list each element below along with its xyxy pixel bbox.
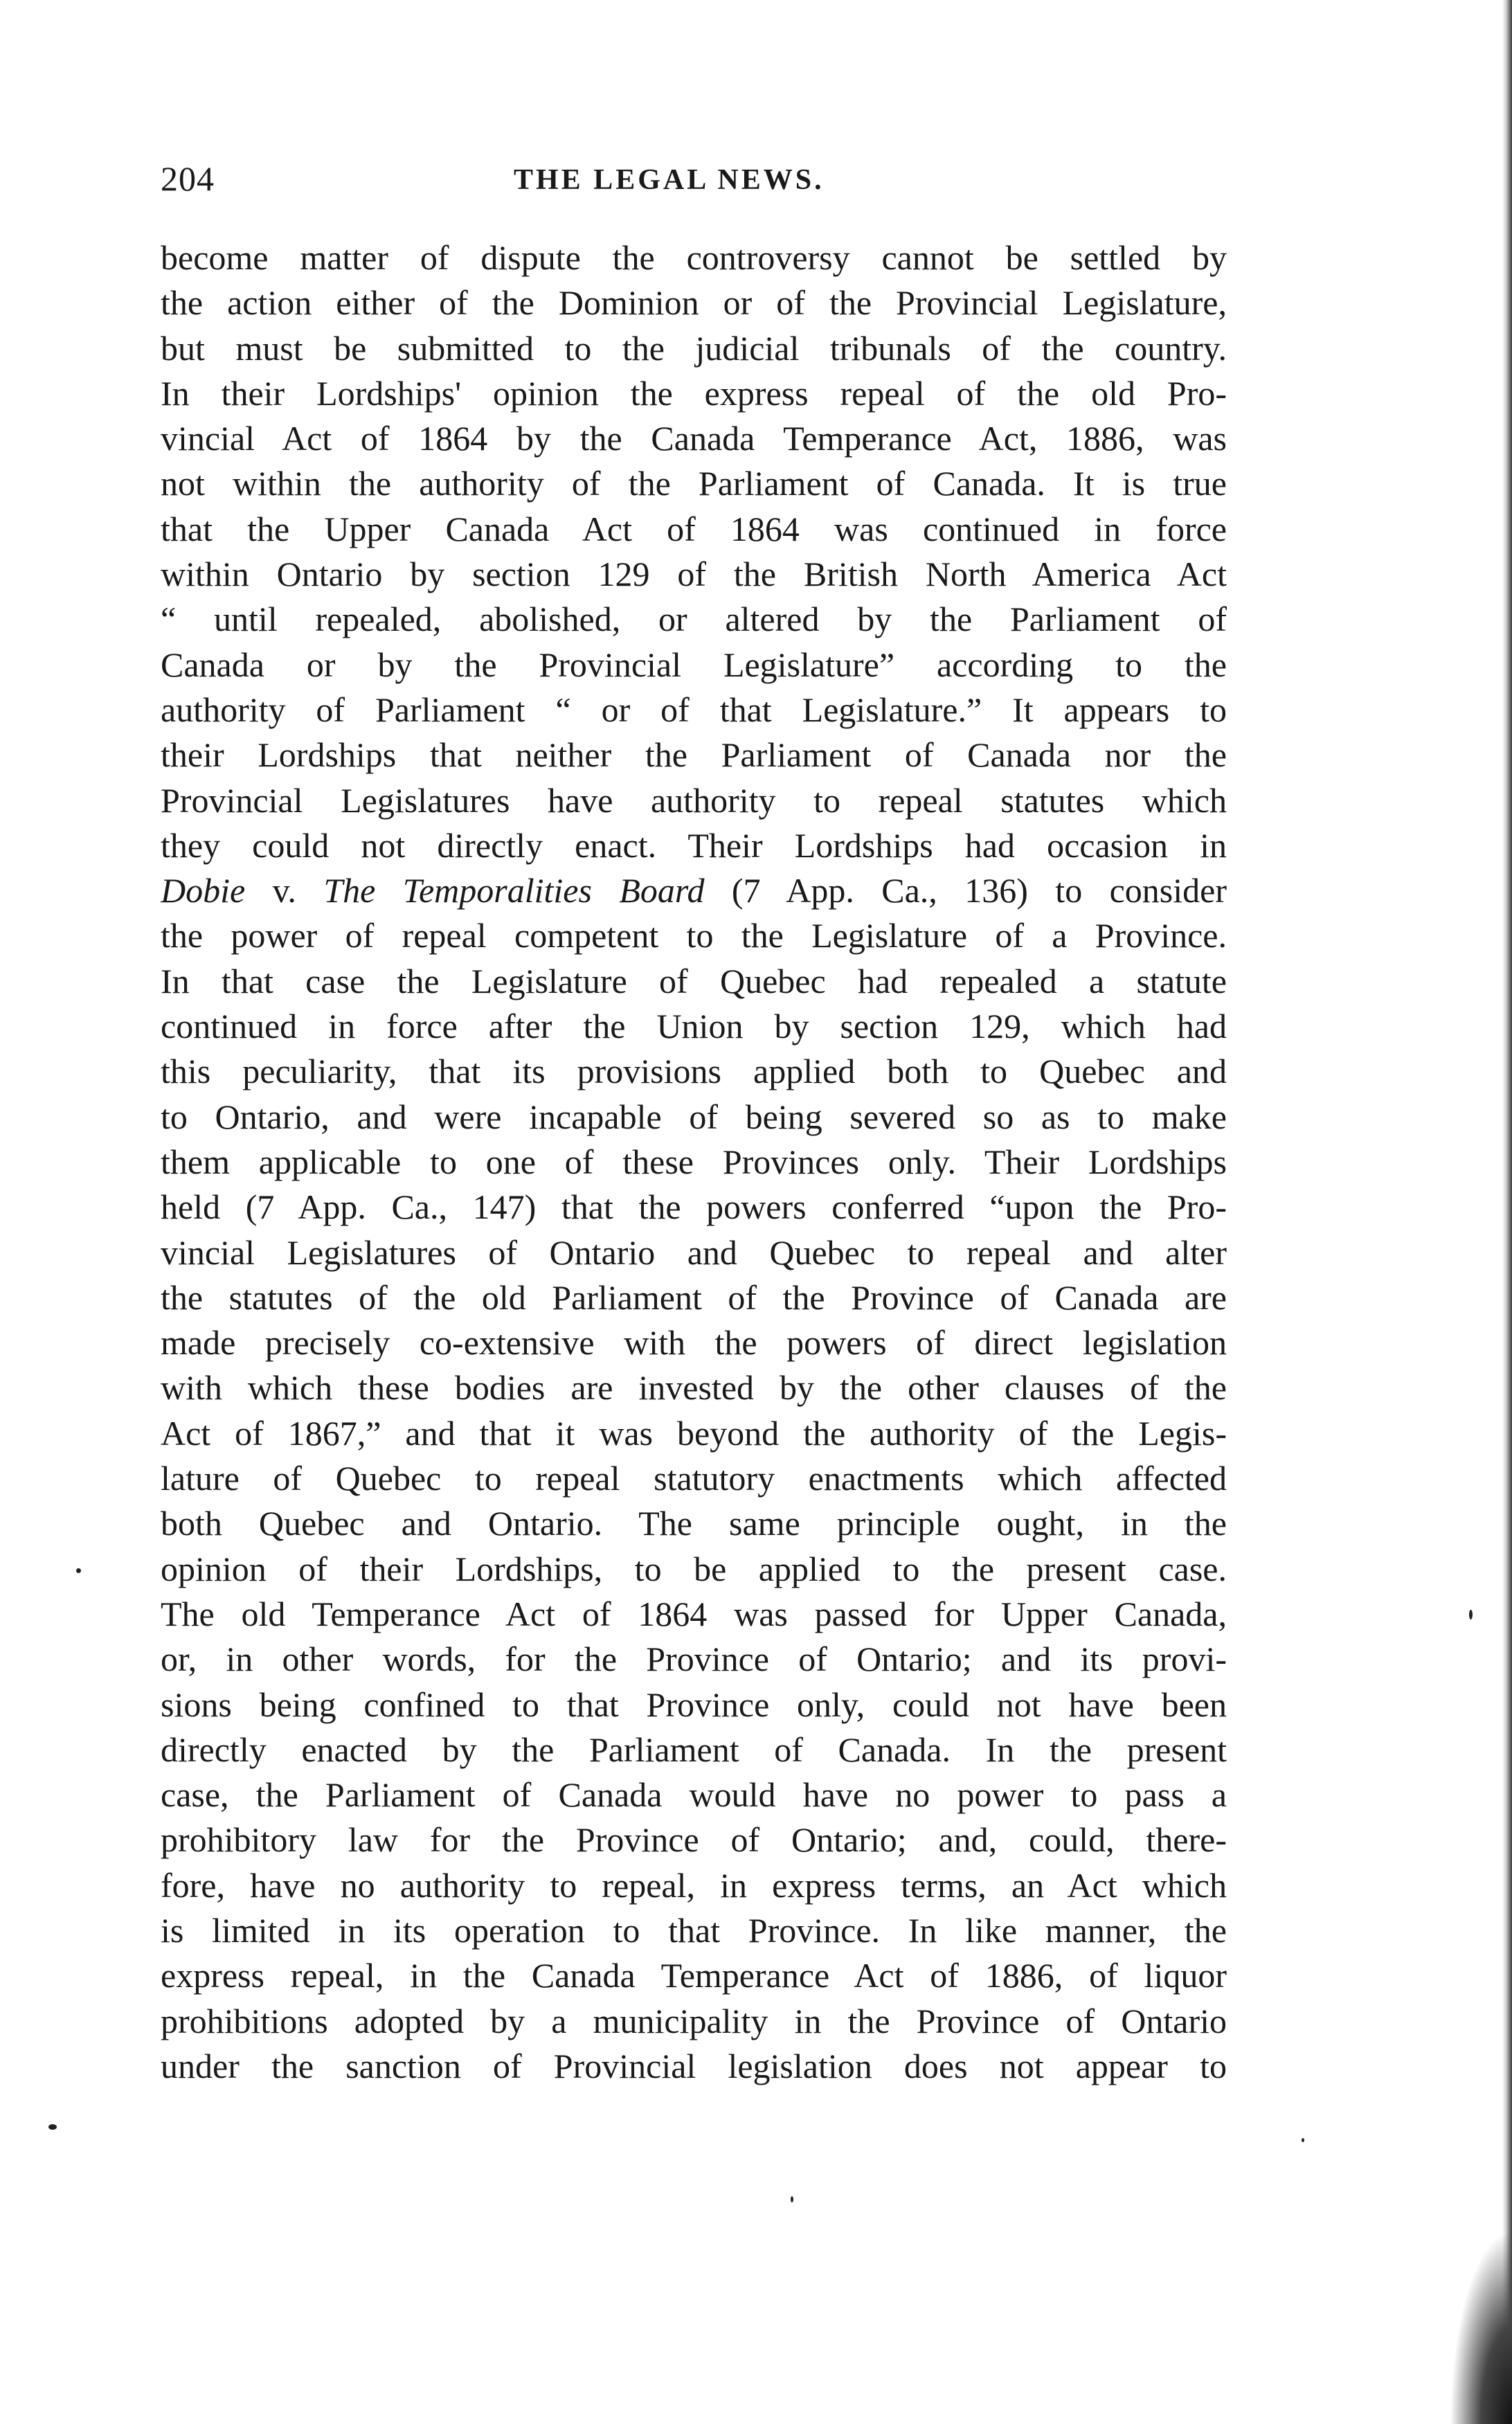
text-line: made precisely co-extensive with the powers of direct legislation — [161, 1323, 1227, 1363]
text-line: with which these bodies are invested by the other clauses of the — [161, 1368, 1227, 1408]
text-line: prohibitions adopted by a municipality in the Province of Ontario — [161, 2001, 1227, 2040]
text-line: “ until repealed, abolished, or altered by the Parliament of — [161, 600, 1227, 639]
text-line: their Lordships that neither the Parliament of Canada nor the — [161, 735, 1227, 775]
text-line: within Ontario by section 129 of the British North America Act — [161, 555, 1227, 594]
text-line: authority of Parliament “ or of that Legislature.” It appears to — [161, 690, 1227, 729]
page-header — [161, 158, 1227, 199]
text-line: vincial Act of 1864 by the Canada Temperance Act, 1886, was — [161, 419, 1227, 458]
text-line: fore, have no authority to repeal, in express terms, an Act which — [161, 1865, 1227, 1905]
text-line: become matter of dispute the controversy cannot be settled by — [161, 238, 1227, 277]
text-line: directly enacted by the Parliament of Canada. In the present — [161, 1730, 1227, 1769]
text-line: express repeal, in the Canada Temperance Act of 1886, of liquor — [161, 1956, 1227, 1995]
text-line: the action either of the Dominion or of the Provincial Legislature, — [161, 283, 1227, 323]
scan-corner-shadow — [1450, 2229, 1512, 2424]
text-line: this peculiarity, that its provisions applied both to Quebec and — [161, 1052, 1227, 1091]
text-line: The old Temperance Act of 1864 was passed for Upper Canada, — [161, 1594, 1227, 1633]
text-line: case, the Parliament of Canada would have no power to pass a — [161, 1775, 1227, 1815]
scan-edge-shadow — [1502, 0, 1512, 2424]
text-line: opinion of their Lordships, to be applied to the present case. — [161, 1549, 1227, 1588]
text-line: sions being confined to that Province only, could not have been — [161, 1685, 1227, 1724]
text-line: them applicable to one of these Provinces only. Their Lordships — [161, 1142, 1227, 1181]
text-line: under the sanction of Provincial legislation does not appear to — [161, 2046, 1227, 2085]
body-text — [161, 235, 1227, 2089]
scan-speck — [1469, 1610, 1473, 1619]
text-line: but must be submitted to the judicial tribunals of the country. — [161, 328, 1227, 368]
text-line: held (7 App. Ca., 147) that the powers conferred “upon the Pro- — [161, 1187, 1227, 1227]
scan-speck — [791, 2196, 793, 2202]
text-line: is limited in its operation to that Province. In like manner, the — [161, 1910, 1227, 1950]
text-line: Canada or by the Provincial Legislature” according to the — [161, 645, 1227, 684]
text-line: the power of repeal competent to the Legislature of a Province. — [161, 916, 1227, 955]
citation-line — [161, 868, 1227, 913]
case-versus: v. — [245, 871, 324, 910]
page-number: 204 — [161, 159, 215, 198]
text-line: that the Upper Canada Act of 1864 was continued in force — [161, 509, 1227, 548]
text-line: In their Lordships' opinion the express repeal of the old Pro- — [161, 373, 1227, 413]
text-line: Act of 1867,” and that it was beyond the authority of the Legis- — [161, 1413, 1227, 1453]
scan-speck — [48, 2124, 57, 2130]
running-head: THE LEGAL NEWS. — [514, 164, 825, 196]
text-line: the statutes of the old Parliament of the Province of Canada are — [161, 1277, 1227, 1317]
text-line: prohibitory law for the Province of Ontario; and, could, there- — [161, 1820, 1227, 1860]
text-line: to Ontario, and were incapable of being severed so as to make — [161, 1097, 1227, 1136]
text-line: both Quebec and Ontario. The same principle ought, in the — [161, 1504, 1227, 1543]
case-defendant: The Temporalities Board — [323, 871, 705, 910]
text-line: or, in other words, for the Province of Ontario; and its provi- — [161, 1640, 1227, 1679]
text-line: they could not directly enact. Their Lordships had occasion in — [161, 825, 1227, 865]
text-line: continued in force after the Union by section 129, which had — [161, 1007, 1227, 1046]
case-citation: (7 App. Ca., 136) to consider — [704, 871, 1227, 910]
case-plaintiff: Dobie — [161, 871, 246, 910]
text-line: not within the authority of the Parliament of Canada. It is true — [161, 464, 1227, 503]
text-line: lature of Quebec to repeal statutory enactments which affected — [161, 1459, 1227, 1498]
scan-speck — [1302, 2138, 1304, 2142]
text-line: Provincial Legislatures have authority to repeal statutes which — [161, 780, 1227, 820]
scan-speck — [76, 1568, 81, 1573]
text-line: In that case the Legislature of Quebec had repealed a statute — [161, 961, 1227, 1000]
text-line: vincial Legislatures of Ontario and Quebec to repeal and alter — [161, 1232, 1227, 1272]
